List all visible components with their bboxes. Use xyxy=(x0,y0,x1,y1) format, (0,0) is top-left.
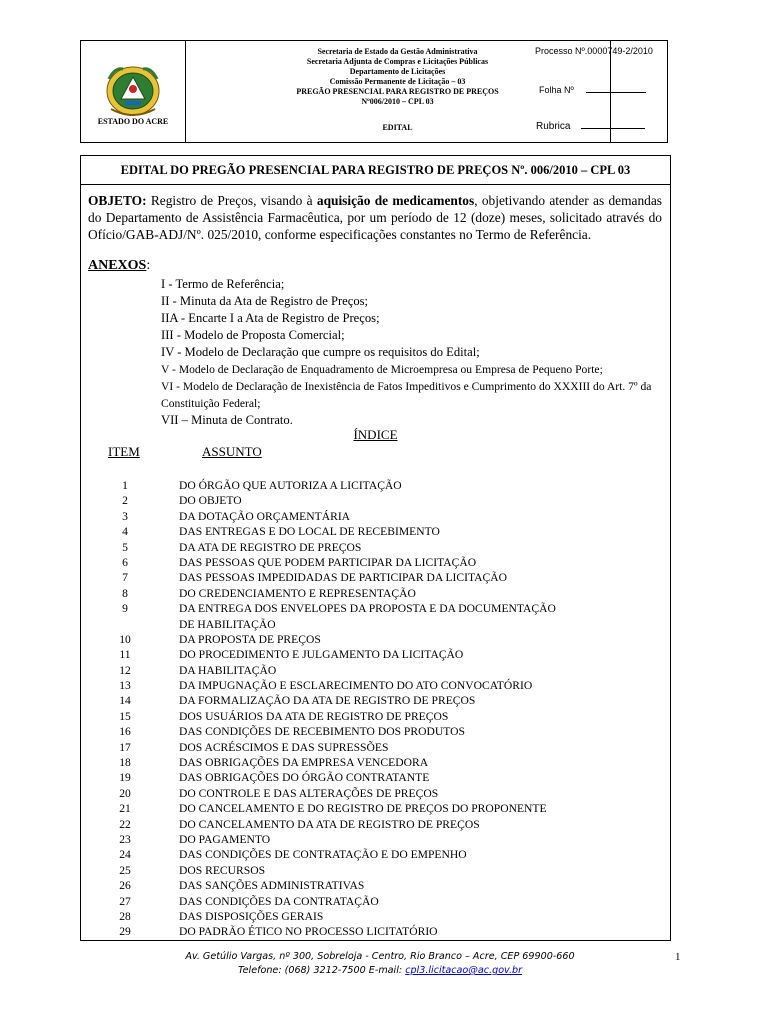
toc-item-subject: DA ATA DE REGISTRO DE PREÇOS xyxy=(179,540,362,554)
toc-item-subject: DAS SANÇÕES ADMINISTRATIVAS xyxy=(179,879,365,893)
toc-row xyxy=(81,847,670,862)
toc-row xyxy=(81,770,670,785)
toc-item-number: 24 xyxy=(119,848,131,862)
toc-row xyxy=(81,524,670,539)
toc-row xyxy=(81,678,670,693)
toc-item-subject: DA HABILITAÇÃO xyxy=(179,663,277,677)
toc-item-number: 21 xyxy=(119,802,131,816)
anexo-item: II - Minuta da Ata de Registro de Preços; xyxy=(161,294,369,308)
toc-item-subject: DA DOTAÇÃO ORÇAMENTÁRIA xyxy=(179,509,351,523)
toc-item-number: 29 xyxy=(119,925,131,939)
toc-item-number: 9 xyxy=(122,602,128,616)
anexo-item: VII – Minuta de Contrato. xyxy=(161,413,293,427)
objeto-text-pre: Registro de Preços, visando à xyxy=(146,193,317,208)
toc-row xyxy=(81,817,670,832)
anexos-heading xyxy=(88,258,150,274)
toc-item-subject: DO CONTROLE E DAS ALTERAÇÕES DE PREÇOS xyxy=(179,786,439,800)
document-header xyxy=(80,40,668,143)
footer-email-link[interactable]: cpl3.licitacao@ac.gov.br xyxy=(405,965,523,976)
rubrica-field xyxy=(536,120,645,132)
toc-row xyxy=(81,601,670,616)
toc-item-number: 27 xyxy=(119,894,131,908)
header-line: Departamento de Licitações xyxy=(349,67,446,76)
toc-item-subject: DAS CONDIÇÕES DE RECEBIMENTO DOS PRODUTOS xyxy=(179,725,465,739)
toc-row xyxy=(81,493,670,508)
toc-item-subject: DAS CONDIÇÕES DE CONTRATAÇÃO E DO EMPENHO xyxy=(179,848,467,862)
toc-item-subject: DA FORMALIZAÇÃO DA ATA DE REGISTRO DE PREÇOS xyxy=(179,694,476,708)
footer-contact xyxy=(100,964,660,978)
toc-row xyxy=(81,924,670,939)
toc-item-subject: DAS OBRIGAÇÕES DA EMPRESA VENCEDORA xyxy=(179,756,429,770)
toc-row xyxy=(81,555,670,570)
toc-row xyxy=(81,540,670,555)
rubrica-label: Rubrica xyxy=(536,121,571,132)
anexos-label: ANEXOS xyxy=(88,258,147,273)
toc-item-subject: DO CANCELAMENTO E DO REGISTRO DE PREÇOS DO PROPONENTE xyxy=(179,802,547,816)
objeto-paragraph xyxy=(88,192,662,243)
objeto-text-bold: aquisição de medicamentos xyxy=(316,193,475,208)
toc-item-subject: DA PROPOSTA DE PREÇOS xyxy=(179,632,321,646)
toc-item-subject: DO OBJETO xyxy=(179,494,242,508)
toc-item-number: 18 xyxy=(119,756,131,770)
edital-title: EDITAL DO PREGÃO PRESENCIAL PARA REGISTRO DE PREÇOS Nº. 006/2010 – CPL 03 xyxy=(81,156,670,185)
toc-item-number: 10 xyxy=(119,632,131,646)
header-line: Comissão Permanente de Licitação – 03 xyxy=(329,77,466,86)
anexo-item: IIA - Encarte I a Ata de Registro de Preços; xyxy=(161,311,380,325)
toc-row xyxy=(81,878,670,893)
toc-row xyxy=(81,693,670,708)
toc-row xyxy=(81,801,670,816)
anexo-item: I - Termo de Referência; xyxy=(161,277,285,291)
header-right-cell xyxy=(530,41,667,142)
toc-item-number: 3 xyxy=(122,509,128,523)
toc-row xyxy=(81,786,670,801)
toc-item-subject: DA IMPUGNAÇÃO E ESCLARECIMENTO DO ATO CONVOCATÓRIO xyxy=(179,679,533,693)
toc-item-subject: DO CREDENCIAMENTO E REPRESENTAÇÃO xyxy=(179,586,416,600)
toc-item-subject: DAS PESSOAS IMPEDIDADAS DE PARTICIPAR DA LICITAÇÃO xyxy=(179,571,507,585)
anexo-item: V - Modelo de Declaração de Enquadramento de Microempresa ou Empresa de Pequeno Porte; xyxy=(161,363,603,376)
edital-body xyxy=(80,155,671,941)
state-seal-icon xyxy=(103,59,163,119)
toc-row xyxy=(81,755,670,770)
toc-row xyxy=(81,647,670,662)
toc-item-subject: DAS PESSOAS QUE PODEM PARTICIPAR DA LICITAÇÃO xyxy=(179,555,477,569)
anexo-item: VI - Modelo de Declaração de Inexistência de Fatos Impeditivos e Cumprimento do XXXIII do Art. 7º da Constituição Federal; xyxy=(161,380,652,410)
toc-item-number: 4 xyxy=(122,525,128,539)
indice-heading: ÍNDICE xyxy=(353,427,398,442)
toc-row xyxy=(81,832,670,847)
header-left-cell xyxy=(81,41,186,142)
column-header-item: ITEM xyxy=(108,444,140,459)
header-edital-label: EDITAL xyxy=(382,123,413,132)
toc-item-number: 16 xyxy=(119,725,131,739)
toc-row xyxy=(81,586,670,601)
toc-item-number: 28 xyxy=(119,909,131,923)
toc-item-number: 11 xyxy=(119,648,131,662)
toc-item-number: 5 xyxy=(122,540,128,554)
toc-item-subject: DE HABILITAÇÃO xyxy=(179,617,276,631)
folha-field xyxy=(539,84,646,95)
toc-item-number: 12 xyxy=(119,663,131,677)
page-footer xyxy=(100,950,660,978)
toc-item-subject: DOS USUÁRIOS DA ATA DE REGISTRO DE PREÇOS xyxy=(179,709,449,723)
toc-row xyxy=(81,894,670,909)
toc-item-number: 20 xyxy=(119,786,131,800)
folha-blank-line xyxy=(586,84,646,93)
header-line: Secretaria de Estado da Gestão Administrativa xyxy=(317,47,478,56)
toc-item-number: 6 xyxy=(122,555,128,569)
toc-row xyxy=(81,740,670,755)
anexos-colon: : xyxy=(146,258,151,273)
objeto-text-post: , objetivando atender as demandas do Departamento de Assistência Farmacêutica, por um período de 12 (doze) meses, solicitado através do Ofício/GAB-ADJ/Nº. 025/2010, conforme especificações constantes no Termo de Referência. xyxy=(88,193,662,242)
toc-item-subject: DOS ACRÉSCIMOS E DAS SUPRESSÕES xyxy=(179,740,389,754)
toc-item-number: 15 xyxy=(119,709,131,723)
toc-item-number: 14 xyxy=(119,694,131,708)
toc-item-subject: DAS OBRIGAÇÕES DO ÓRGÃO CONTRATANTE xyxy=(179,771,430,785)
footer-phone: Telefone: (068) 3212-7500 E-mail: xyxy=(237,965,403,976)
toc-item-number: 17 xyxy=(119,740,131,754)
anexos-list xyxy=(161,276,666,429)
processo-number: Processo Nº.0000749-2/2010 xyxy=(535,46,653,56)
toc-item-subject: DA ENTREGA DOS ENVELOPES DA PROPOSTA E DA DOCUMENTAÇÃO xyxy=(179,602,556,616)
toc-item-number: 25 xyxy=(119,863,131,877)
toc-row xyxy=(81,570,670,585)
toc-item-subject: DOS RECURSOS xyxy=(179,863,266,877)
toc-item-number: 19 xyxy=(119,771,131,785)
toc-row xyxy=(81,724,670,739)
anexo-item: III - Modelo de Proposta Comercial; xyxy=(161,328,345,342)
toc-item-number: 8 xyxy=(122,586,128,600)
toc-row xyxy=(81,709,670,724)
toc-item-subject: DO PROCEDIMENTO E JULGAMENTO DA LICITAÇÃO xyxy=(179,648,464,662)
toc-item-number: 23 xyxy=(119,832,131,846)
state-label: ESTADO DO ACRE xyxy=(97,117,169,126)
toc-row xyxy=(81,632,670,647)
toc-item-number: 26 xyxy=(119,879,131,893)
toc-item-number: 13 xyxy=(119,679,131,693)
header-line: PREGÃO PRESENCIAL PARA REGISTRO DE PREÇOS xyxy=(296,87,499,96)
page-number: 1 xyxy=(675,951,681,963)
objeto-label: OBJETO: xyxy=(88,193,147,208)
toc-row xyxy=(81,478,670,493)
footer-address: Av. Getúlio Vargas, nº 300, Sobreloja - Centro, Rio Branco – Acre, CEP 69900-660 xyxy=(185,951,575,962)
toc-item-subject: DO CANCELAMENTO DA ATA DE REGISTRO DE PREÇOS xyxy=(179,817,480,831)
header-line: Nº006/2010 – CPL 03 xyxy=(361,97,434,106)
rubrica-blank-line xyxy=(581,120,645,129)
toc-row xyxy=(81,863,670,878)
toc-item-subject: DO PAGAMENTO xyxy=(179,832,271,846)
toc-row xyxy=(81,509,670,524)
anexo-item: IV - Modelo de Declaração que cumpre os requisitos do Edital; xyxy=(161,345,480,359)
toc-row xyxy=(81,617,670,632)
toc-row xyxy=(81,909,670,924)
toc-item-number: 7 xyxy=(122,571,128,585)
header-line: Secretaria Adjunta de Compras e Licitações Públicas xyxy=(306,57,489,66)
folha-label: Folha Nº xyxy=(539,85,574,95)
toc-item-subject: DAS CONDIÇÕES DA CONTRATAÇÃO xyxy=(179,894,379,908)
column-header-assunto: ASSUNTO xyxy=(202,444,262,459)
toc-item-subject: DO PADRÃO ÉTICO NO PROCESSO LICITATÓRIO xyxy=(179,925,438,939)
toc-item-number: 1 xyxy=(122,479,128,492)
toc-item-number: 22 xyxy=(119,817,131,831)
toc-item-subject: DAS ENTREGAS E DO LOCAL DE RECEBIMENTO xyxy=(179,525,440,539)
toc-item-subject: DO ÓRGÃO QUE AUTORIZA A LICITAÇÃO xyxy=(179,479,402,492)
toc-item-subject: DAS DISPOSIÇÕES GERAIS xyxy=(179,909,324,923)
toc-item-number: 2 xyxy=(122,494,128,508)
toc-row xyxy=(81,663,670,678)
indice-table xyxy=(81,478,670,940)
